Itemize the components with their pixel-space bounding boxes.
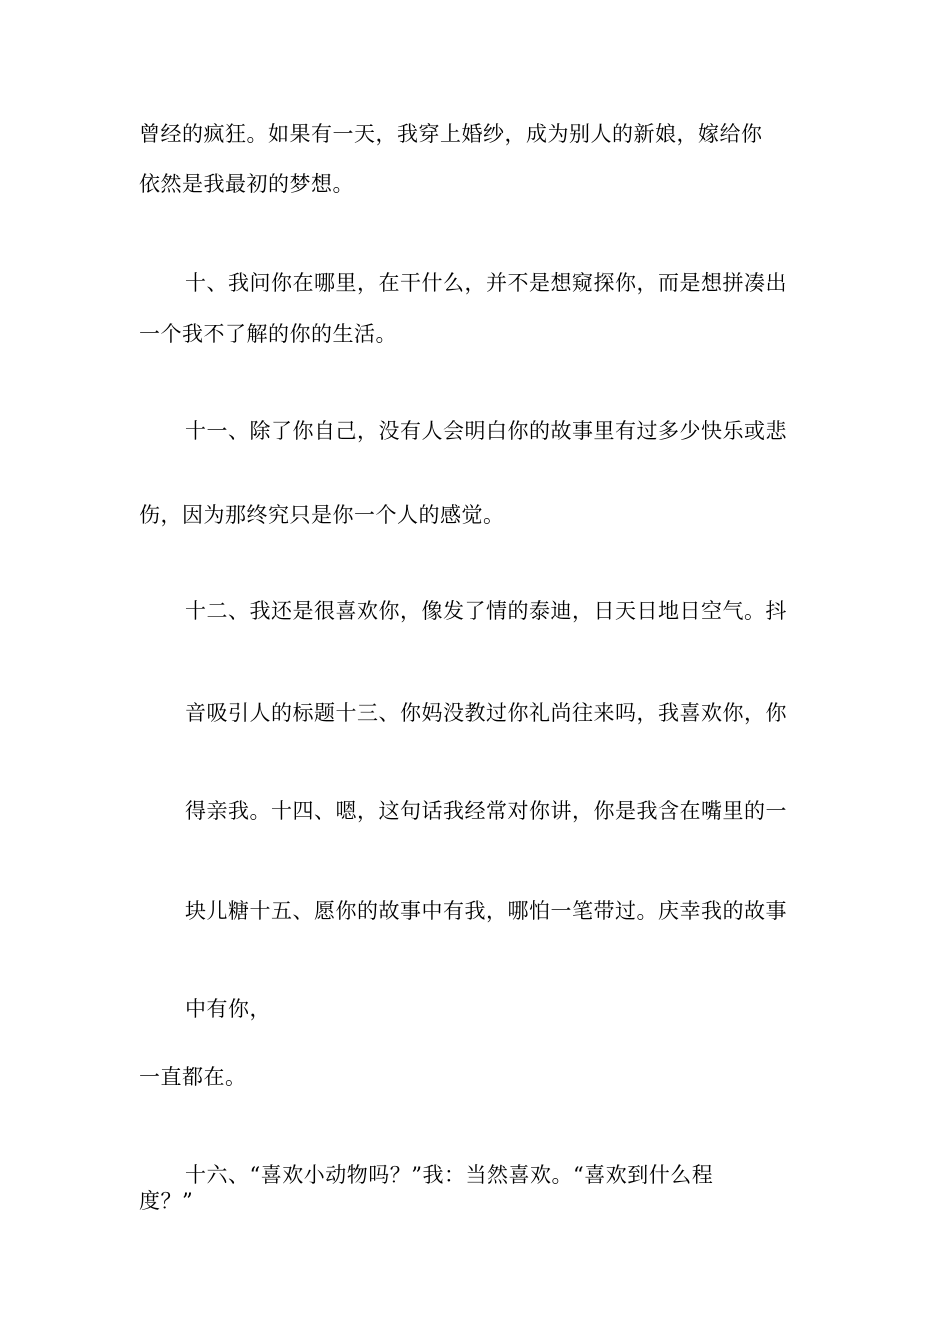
text-line: 十一、除了你自己，没有人会明白你的故事里有过多少快乐或悲 xyxy=(185,419,787,443)
text-line: 曾经的疯狂。如果有一天，我穿上婚纱，成为别人的新娘，嫁给你 xyxy=(139,122,763,146)
text-line: 度？” xyxy=(139,1189,194,1213)
text-line: 依然是我最初的梦想。 xyxy=(139,172,354,196)
text-line: 十六、“喜欢小动物吗？”我：当然喜欢。“喜欢到什么程 xyxy=(185,1163,714,1187)
text-line: 十二、我还是很喜欢你，像发了情的泰迪，日天日地日空气。抖 xyxy=(185,599,787,623)
text-line: 中有你， xyxy=(185,997,271,1021)
text-line: 音吸引人的标题十三、你妈没教过你礼尚往来吗，我喜欢你，你 xyxy=(185,701,787,725)
text-line: 一直都在。 xyxy=(139,1065,247,1089)
text-line: 一个我不了解的你的生活。 xyxy=(139,322,397,346)
text-line: 块儿糖十五、愿你的故事中有我，哪怕一笔带过。庆幸我的故事 xyxy=(185,899,787,923)
text-line: 伤，因为那终究只是你一个人的感觉。 xyxy=(139,503,505,527)
text-line: 得亲我。十四、嗯，这句话我经常对你讲，你是我含在嘴里的一 xyxy=(185,799,787,823)
text-line: 十、我问你在哪里，在干什么，并不是想窥探你，而是想拼凑出 xyxy=(185,271,787,295)
